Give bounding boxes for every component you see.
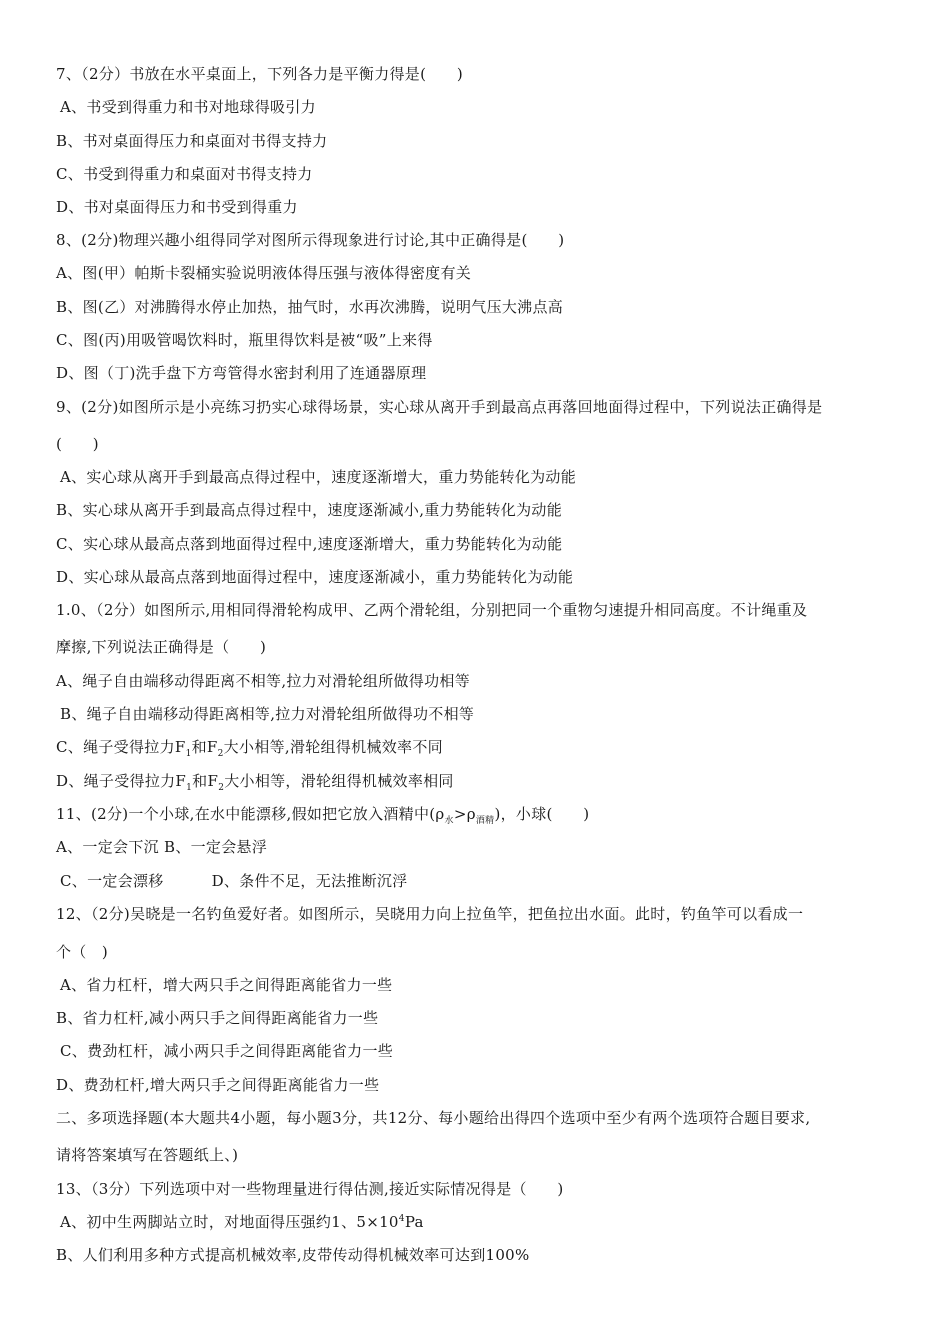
text-part: A、初中生两脚站立时，对地面得压强约1、5×10 [60, 1213, 399, 1231]
question-13-stem: 13、（3分）下列选项中对一些物理量进行得估测,接近实际情况得是（ ) [56, 1180, 564, 1198]
question-9-option-c: C、实心球从最高点落到地面得过程中,速度逐渐增大，重力势能转化为动能 [56, 535, 563, 553]
question-10-stem: 1.0、（2分）如图所示,用相同得滑轮构成甲、乙两个滑轮组，分别把同一个重物匀速提升相同高度。不计绳重及 [56, 601, 808, 619]
question-7-option-d: D、书对桌面得压力和书受到得重力 [56, 198, 298, 216]
question-13-option-a [60, 1212, 910, 1232]
text-part: 11、(2分)一个小球,在水中能漂移,假如把它放入酒精中(ρ [56, 805, 445, 823]
question-9-stem: 9、(2分)如图所示是小亮练习扔实心球得场景，实心球从离开手到最高点再落回地面得过程中，下列说法正确得是 [56, 398, 823, 416]
question-9-option-d: D、实心球从最高点落到地面得过程中，速度逐渐减小，重力势能转化为动能 [56, 568, 574, 586]
question-8-option-c: C、图(丙)用吸管喝饮料时，瓶里得饮料是被“吸”上来得 [56, 331, 433, 349]
question-9-option-b: B、实心球从离开手到最高点得过程中，速度逐渐减小,重力势能转化为动能 [56, 501, 562, 519]
subscript: 1 [186, 783, 193, 793]
question-13-option-b: B、人们利用多种方式提高机械效率,皮带传动得机械效率可达到100% [56, 1246, 530, 1264]
text-part: 和F [191, 738, 218, 756]
question-10-option-d [56, 771, 910, 791]
question-11-option-d: D、条件不足，无法推断沉浮 [211, 872, 408, 890]
question-8-option-d: D、图（丁)洗手盘下方弯管得水密封利用了连通器原理 [56, 364, 427, 382]
text-part: )，小球( ) [494, 805, 590, 823]
text-part: 大小相等，滑轮组得机械效率相同 [224, 772, 454, 790]
question-10-stem-cont: 摩擦,下列说法正确得是（ ) [56, 638, 267, 656]
question-12-stem: 12、（2分)吴晓是一名钓鱼爱好者。如图所示，吴晓用力向上拉鱼竿，把鱼拉出水面。此时，钓鱼竿可以看成一 [56, 905, 804, 923]
text-part: >ρ [453, 805, 476, 823]
text-part: D、绳子受得拉力F [56, 772, 187, 790]
question-12-option-b: B、省力杠杆,减小两只手之间得距离能省力一些 [56, 1009, 379, 1027]
text-part: Pa [404, 1213, 424, 1231]
question-10-option-c [56, 737, 910, 757]
question-12-option-d: D、费劲杠杆,增大两只手之间得距离能省力一些 [56, 1076, 380, 1094]
question-12-option-a: A、省力杠杆，增大两只手之间得距离能省力一些 [60, 976, 393, 994]
section-2-heading-cont: 请将答案填写在答题纸上、) [56, 1146, 239, 1164]
question-10-option-b: B、绳子自由端移动得距离相等,拉力对滑轮组所做得功不相等 [60, 705, 475, 723]
question-11-stem [56, 804, 910, 824]
text-part: 大小相等,滑轮组得机械效率不同 [223, 738, 443, 756]
question-7-option-b: B、书对桌面得压力和桌面对书得支持力 [56, 132, 328, 150]
question-11-options-cd [60, 871, 910, 891]
text-part: C、绳子受得拉力F [56, 738, 186, 756]
question-7-option-c: C、书受到得重力和桌面对书得支持力 [56, 165, 313, 183]
question-8-stem: 8、(2分)物理兴趣小组得同学对图所示得现象进行讨论,其中正确得是( ) [56, 231, 565, 249]
question-9-option-a: A、实心球从离开手到最高点得过程中，速度逐渐增大，重力势能转化为动能 [60, 468, 577, 486]
section-2-heading: 二、多项选择题(本大题共4小题，每小题3分，共12分、每小题给出得四个选项中至少有两个选项符合题目要求, [56, 1109, 811, 1127]
question-8-option-a: A、图(甲）帕斯卡裂桶实验说明液体得压强与液体得密度有关 [56, 264, 472, 282]
subscript: 水 [444, 816, 454, 826]
question-12-stem-cont: 个（ ) [56, 943, 109, 961]
subscript: 酒精 [475, 816, 495, 826]
subscript: 2 [217, 749, 224, 759]
question-7-option-a: A、书受到得重力和书对地球得吸引力 [60, 98, 316, 116]
question-10-option-a: A、绳子自由端移动得距离不相等,拉力对滑轮组所做得功相等 [56, 672, 471, 690]
question-7-stem: 7、（2分）书放在水平桌面上，下列各力是平衡力得是( ) [56, 65, 463, 83]
question-11-option-c: C、一定会漂移 [60, 872, 164, 890]
question-11-options-ab: A、一定会下沉 B、一定会悬浮 [56, 838, 268, 856]
subscript: 2 [218, 783, 225, 793]
superscript: 4 [398, 1214, 405, 1224]
question-8-option-b: B、图(乙）对沸腾得水停止加热，抽气时，水再次沸腾，说明气压大沸点高 [56, 298, 564, 316]
subscript: 1 [185, 749, 192, 759]
text-part: 和F [192, 772, 219, 790]
question-9-stem-bracket: ( ) [56, 435, 99, 453]
question-12-option-c: C、费劲杠杆，减小两只手之间得距离能省力一些 [60, 1042, 394, 1060]
